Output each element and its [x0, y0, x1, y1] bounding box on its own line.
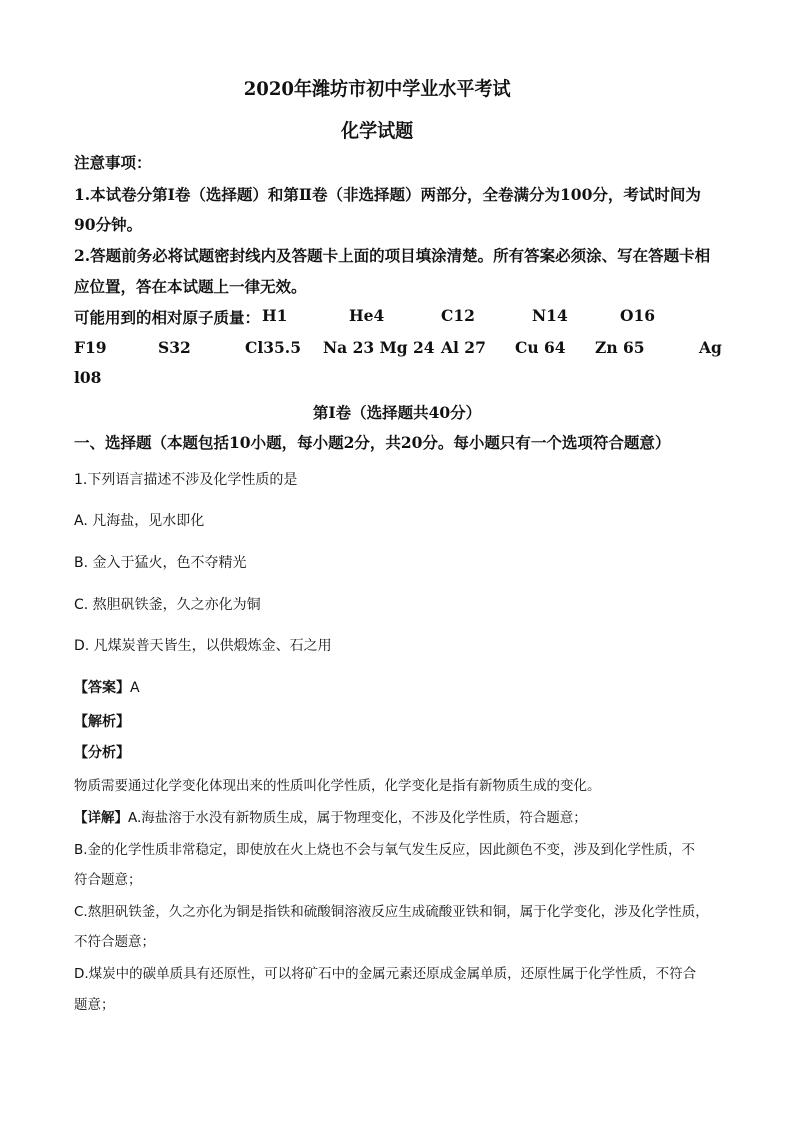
detail-c-line-2: 不符合题意；	[74, 934, 155, 950]
answer-line	[74, 677, 140, 697]
detail-a-line	[74, 806, 587, 826]
section-instructions: 一、选择题（本题包括10小题，每小题2分，共20分。每小题只有一个选项符合题意）	[74, 433, 671, 452]
atomic-mass-cu: Cu 64	[515, 338, 566, 357]
notes-item-2-line-1: 2.答题前务必将试题密封线内及答题卡上面的项目填涂清楚。所有答案必须涂、写在答题卡相	[74, 246, 711, 265]
detail-a: A.海盐溶于水没有新物质生成，属于物理变化，不涉及化学性质，符合题意；	[128, 810, 587, 826]
atomic-mass-ag-value: l08	[74, 368, 102, 387]
question-1-stem: 1.下列语言描述不涉及化学性质的是	[74, 472, 298, 488]
notes-heading: 注意事项：	[74, 153, 152, 172]
exam-subtitle: 化学试题	[341, 120, 414, 142]
atomic-mass-zn: Zn 65	[595, 338, 645, 357]
answer-value: A	[130, 680, 140, 696]
atomic-mass-ag: Ag	[699, 338, 722, 357]
option-b: B. 金入于猛火，色不夺精光	[74, 555, 247, 571]
option-c: C. 熬胆矾铁釜，久之亦化为铜	[74, 597, 261, 613]
atomic-mass-label: 可能用到的相对原子质量：	[74, 308, 261, 327]
exam-title: 2020年潍坊市初中学业水平考试	[243, 78, 511, 100]
option-a: A. 凡海盐，见水即化	[74, 513, 205, 529]
detail-b-line-1: B.金的化学性质非常稳定，即使放在火上烧也不会与氧气发生反应，因此颜色不变，涉及到化学性质，不	[74, 842, 696, 858]
fenxi-text: 物质需要通过化学变化体现出来的性质叫化学性质，化学变化是指有新物质生成的变化。	[74, 778, 601, 794]
fenxi-tag: 【分析】	[74, 745, 130, 761]
section-title: 第Ⅰ卷（选择题共40分）	[312, 403, 482, 422]
atomic-mass-c: C12	[441, 306, 475, 325]
detail-c-line-1: C.熬胆矾铁釜，久之亦化为铜是指铁和硫酸铜溶液反应生成硫酸亚铁和铜，属于化学变化，涉及化学性质，	[74, 904, 709, 920]
atomic-mass-s: S32	[158, 338, 191, 357]
notes-item-1-line-2: 90分钟。	[74, 215, 143, 234]
notes-item-1-line-1: 1.本试卷分第Ⅰ卷（选择题）和第Ⅱ卷（非选择题）两部分，全卷满分为100分，考试时间为	[74, 185, 701, 204]
notes-item-2-line-2: 应位置，答在本试题上一律无效。	[74, 277, 307, 296]
option-d: D. 凡煤炭普天皆生，以供煅炼金、石之用	[74, 638, 332, 654]
detail-d-line-1: D.煤炭中的碳单质具有还原性，可以将矿石中的金属元素还原成金属单质，还原性属于化学性质，不符合	[74, 966, 697, 982]
answer-tag: 【答案】	[74, 680, 130, 696]
atomic-mass-cl: Cl35.5	[245, 338, 301, 357]
detail-d-line-2: 题意；	[74, 997, 115, 1013]
jiexi-tag: 【解析】	[74, 714, 130, 730]
atomic-mass-na-mg: Na 23 Mg 24	[323, 338, 435, 357]
atomic-mass-f: F19	[74, 338, 107, 357]
atomic-mass-n: N14	[532, 306, 568, 325]
detail-tag: 【详解】	[74, 810, 128, 826]
atomic-mass-he: He4	[349, 306, 385, 325]
detail-b-line-2: 符合题意；	[74, 872, 142, 888]
atomic-mass-o: O16	[620, 306, 656, 325]
atomic-mass-h: H1	[262, 306, 288, 325]
atomic-mass-al: Al 27	[441, 338, 486, 357]
